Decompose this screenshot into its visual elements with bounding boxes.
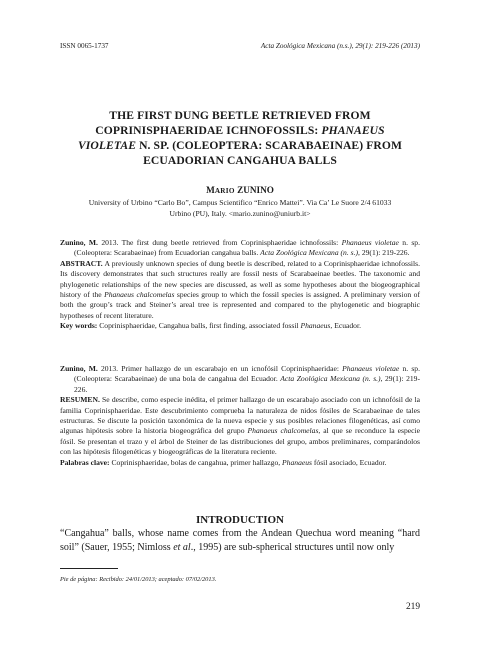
- title-line-3-text: N. SP. (COLEOPTERA: SCARABAEINAE) FROM: [136, 139, 403, 152]
- spanish-abstract-block: [60, 364, 420, 468]
- ref-journal: Acta Zoológica Mexicana (n. s.): [260, 248, 359, 258]
- running-head: [60, 42, 420, 51]
- affiliation-line-1: University of Urbino “Carlo Bo”, Campus Scientifico “Enrico Mattei”. Via Ca’ Le Suore 2/4 61033: [88, 198, 392, 207]
- title-line-2: [60, 123, 420, 138]
- ref-text: , 29(1): 219-226.: [358, 248, 410, 258]
- abstract-label: ABSTRACT.: [60, 258, 103, 268]
- title-species: VIOLETAE: [77, 139, 137, 152]
- ref-text: , 29(1): 219-226.: [74, 374, 420, 394]
- resumen-label: RESUMEN.: [60, 395, 100, 405]
- author-name: [60, 185, 420, 197]
- intro-et-al: et al: [173, 541, 191, 553]
- introduction-heading: INTRODUCTION: [195, 514, 284, 526]
- abstract-taxon: Phanaeus chalcomelas: [104, 290, 175, 300]
- english-keywords: [60, 321, 420, 331]
- english-reference: [60, 238, 420, 259]
- ref-journal: Acta Zoológica Mexicana (n. s.): [280, 374, 381, 384]
- ref-text: n. sp. (Coleoptera: Scarabaeinae) de una bola de cangahua del Ecuador.: [74, 364, 420, 384]
- footnote-rule: [60, 568, 118, 569]
- issn: ISSN 0065-1737: [60, 42, 109, 50]
- intro-text: ., 1995) are sub-spherical structures until now only: [190, 541, 395, 553]
- ref-author: Zunino, M.: [60, 364, 98, 373]
- ref-species: Phanaeus violetae: [342, 364, 400, 373]
- resumen-taxon: Phanaeus chalcomelas: [247, 426, 319, 436]
- spanish-keywords: [60, 458, 420, 468]
- keywords-text: Coprinisphaeridae, bolas de cangahua, primer hallazgo,: [109, 457, 283, 467]
- footnote: Pie de página: Recibido: 24/01/2013; aceptado: 07/02/2013.: [60, 576, 217, 583]
- ref-text: n. sp. (Coleoptera: Scarabaeinae) from Ecuadorian cangahua balls.: [74, 238, 420, 258]
- title-line-2-text: COPRINISPHAERIDAE ICHNOFOSSILS:: [95, 124, 322, 137]
- ref-text: 2013. The first dung beetle retrieved from Coprinisphaeridae ichnofossils:: [97, 238, 342, 247]
- keywords-text: Coprinisphaeridae, Cangahua balls, first finding, associated fossil: [97, 321, 301, 331]
- article-title: [60, 108, 420, 168]
- ref-author: Zunino, M.: [60, 238, 98, 247]
- title-line-4: ECUADORIAN CANGAHUA BALLS: [143, 154, 337, 167]
- title-line-3: [60, 138, 420, 153]
- resumen-text: Se describe, como especie inédita, el primer hallazgo de un escarabajo asociado con un ichnofósil de la familia Coprinisphaeridae. Este descubrimiento comprueba la naturaleza de nidos fósiles de Scarabaeinae de tales estructuras. Se discute la posición taxonómica de la nueva especie y sus posibles relaciones filogenéticas, así como algunas hipótesis sobre la historia biogeográfica del grupo: [60, 395, 420, 436]
- spanish-resumen: [60, 395, 420, 457]
- keywords-label: Key words:: [60, 321, 98, 331]
- resumen-text: , al que se reconduce la especie fósil. Se presentan el trazo y el árbol de Steiner de las distribuciones del grupo, ambos preliminares, comparándolos con las hipótesis filogenéticas y biogeográficas de la literatura reciente.: [60, 426, 420, 457]
- author-last: ZUNINO: [234, 185, 274, 195]
- keywords-label: Palabras clave:: [60, 457, 110, 467]
- title-genus: PHANAEUS: [321, 124, 385, 137]
- introduction-paragraph: [60, 527, 420, 554]
- page-number: 219: [405, 602, 420, 612]
- keywords-taxon: Phanaeus: [282, 457, 312, 467]
- english-abstract: [60, 259, 420, 321]
- journal-citation: Acta Zoológica Mexicana (n.s.), 29(1): 219-226 (2013): [260, 42, 420, 50]
- author-first-rest: ARIO: [214, 187, 235, 195]
- english-abstract-block: [60, 238, 420, 332]
- keywords-taxon: Phanaeus: [300, 321, 331, 331]
- ref-species: Phanaeus violetae: [341, 238, 399, 247]
- keywords-text: fósil asociado, Ecuador.: [312, 457, 387, 467]
- spanish-reference: [60, 364, 420, 395]
- abstract-text: A previously unknown species of dung beetle is described, related to a Coprinisphaeridae ichnofossils. Its discovery demonstrates that such structures really are fossil nests of Scarabaeinae beetles. The taxonomic and phylogenetic relationships of the new species are discussed, as well as some hypotheses about the biogeographical history of the: [60, 258, 420, 300]
- affiliation: [60, 197, 420, 219]
- keywords-text: , Ecuador.: [330, 321, 361, 331]
- ref-text: 2013. Primer hallazgo de un escarabajo en un icnofósil Coprinisphaeridae:: [97, 364, 343, 373]
- intro-text: “Cangahua” balls, whose name comes from the Andean Quechua word meaning “hard soil” (Sauer, 1955; Nimloss: [60, 528, 420, 553]
- title-line-1: THE FIRST DUNG BEETLE RETRIEVED FROM: [109, 109, 371, 122]
- affiliation-line-2: Urbino (PU), Italy. <mario.zunino@uniurb.it>: [169, 209, 311, 218]
- author-initial: M: [206, 185, 215, 195]
- abstract-text: species group to which the fossil species is assigned. A preliminary version of both the group’s track and Steiner’s areal tree is represented and compared to the phylogenetic and biographic hypotheses of recent literature.: [60, 290, 420, 320]
